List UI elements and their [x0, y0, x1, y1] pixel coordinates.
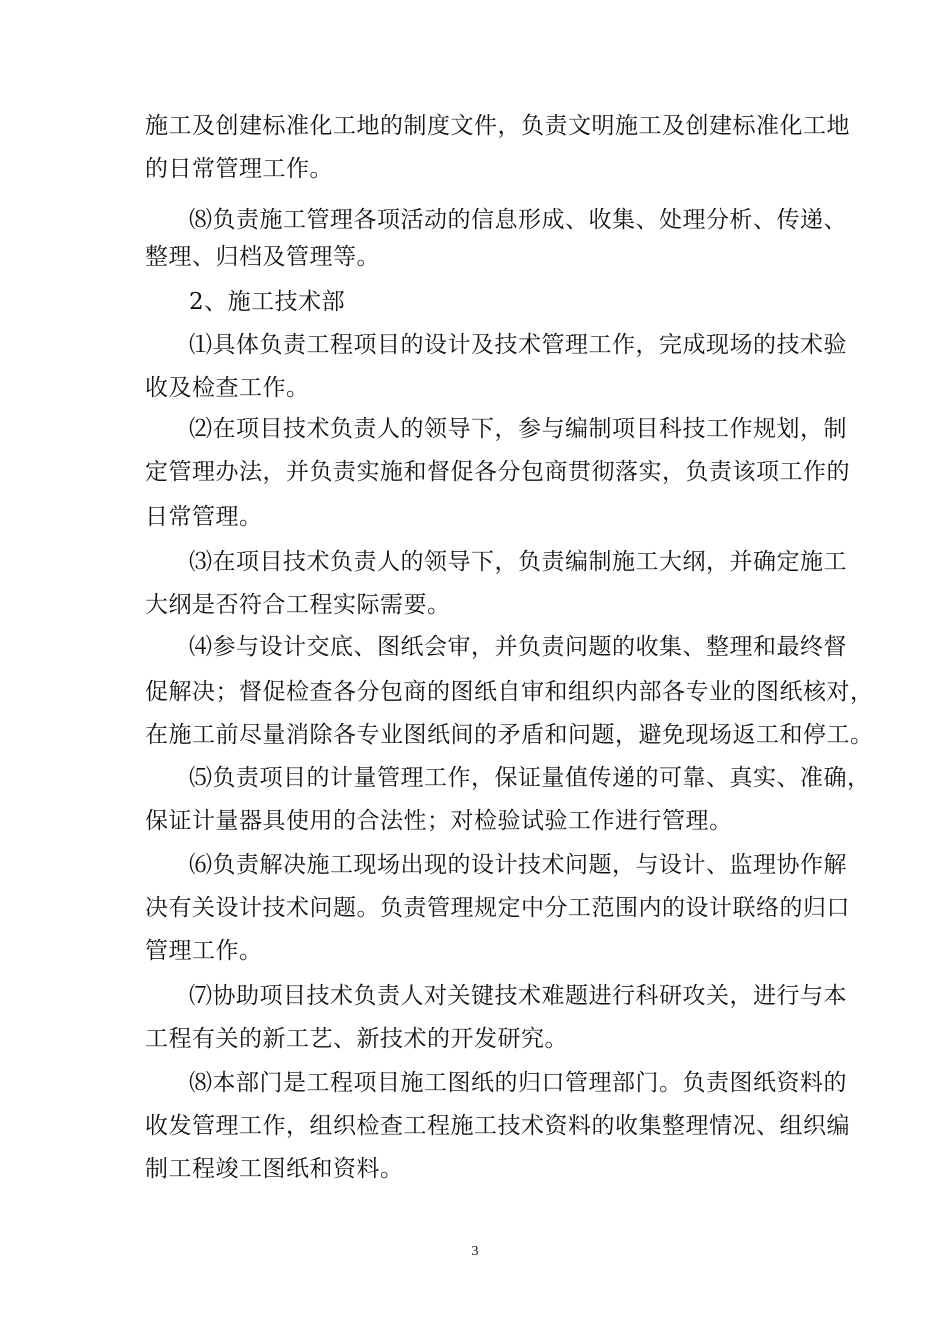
text-line: 施工及创建标准化工地的制度文件，负责文明施工及创建标准化工地 — [145, 113, 850, 139]
text-line: 制工程竣工图纸和资料。 — [145, 1156, 404, 1182]
text-line: 促解决；督促检查各分包商的图纸自审和组织内部各专业的图纸核对， — [145, 679, 874, 705]
section-heading: 2、施工技术部 — [189, 289, 346, 315]
paragraph-item-4: ⑷参与设计交底、图纸会审，并负责问题的收集、整理和最终督 — [189, 634, 847, 660]
paragraph-item-2: ⑵在项目技术负责人的领导下，参与编制项目科技工作规划，制 — [189, 416, 847, 442]
text-line: 定管理办法，并负责实施和督促各分包商贯彻落实，负责该项工作的 — [145, 459, 850, 485]
paragraph-item-1: ⑴具体负责工程项目的设计及技术管理工作，完成现场的技术验 — [189, 332, 847, 358]
paragraph-item-7: ⑺协助项目技术负责人对关键技术难题进行科研攻关，进行与本 — [189, 983, 847, 1009]
page-number: 3 — [471, 1244, 479, 1259]
text-line: 收发管理工作，组织检查工程施工技术资料的收集整理情况、组织编 — [145, 1113, 850, 1139]
text-line: 日常管理。 — [145, 504, 263, 530]
text-line: 保证计量器具使用的合法性；对检验试验工作进行管理。 — [145, 808, 733, 834]
text-line: 大纲是否符合工程实际需要。 — [145, 592, 451, 618]
text-line: 的日常管理工作。 — [145, 156, 333, 182]
paragraph-item-3: ⑶在项目技术负责人的领导下，负责编制施工大纲，并确定施工 — [189, 549, 847, 575]
text-line: 工程有关的新工艺、新技术的开发研究。 — [145, 1026, 568, 1052]
text-line: 整理、归档及管理等。 — [145, 244, 380, 270]
text-line: 收及检查工作。 — [145, 375, 310, 401]
text-line: 管理工作。 — [145, 938, 263, 964]
text-line: 在施工前尽量消除各专业图纸间的矛盾和问题，避免现场返工和停工。 — [145, 722, 874, 748]
text-line: 决有关设计技术问题。负责管理规定中分工范围内的设计联络的归口 — [145, 895, 850, 921]
paragraph-item-8b: ⑻本部门是工程项目施工图纸的归口管理部门。负责图纸资料的 — [189, 1070, 847, 1096]
paragraph-item-8: ⑻负责施工管理各项活动的信息形成、收集、处理分析、传递、 — [189, 207, 847, 233]
paragraph-item-5: ⑸负责项目的计量管理工作，保证量值传递的可靠、真实、准确， — [189, 765, 871, 791]
paragraph-item-6: ⑹负责解决施工现场出现的设计技术问题，与设计、监理协作解 — [189, 852, 847, 878]
